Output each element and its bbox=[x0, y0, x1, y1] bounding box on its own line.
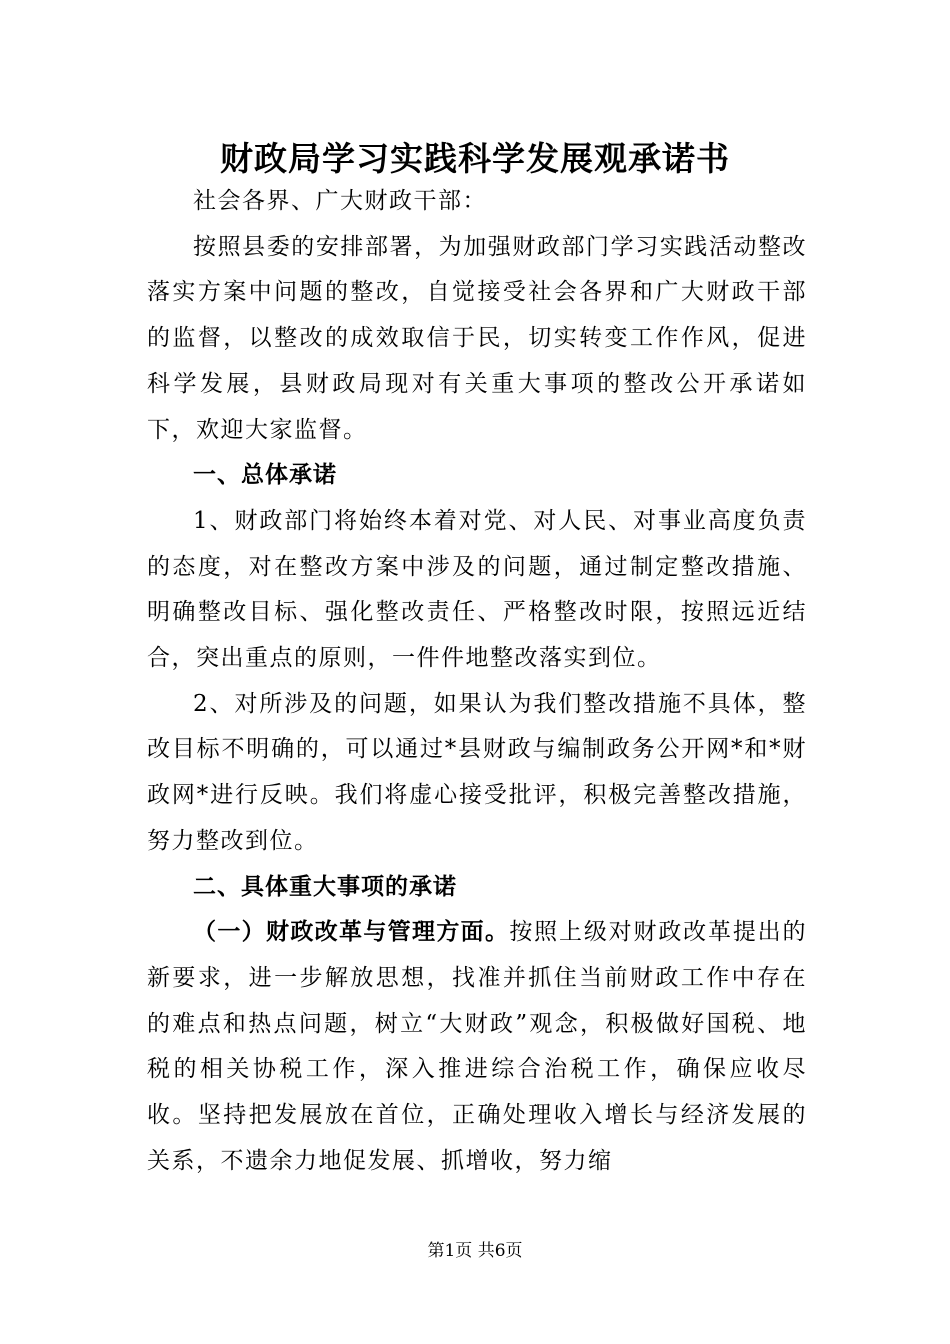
intro-paragraph: 按照县委的安排部署，为加强财政部门学习实践活动整改落实方案中问题的整改，自觉接受社会各界和广大财政干部的监督，以整改的成效取信于民，切实转变工作作风，促进科学发展，县财政局现对有关重大事项的整改公开承诺如下，欢迎大家监督。 bbox=[147, 233, 807, 443]
document-title: 财政局学习实践科学发展观承诺书 bbox=[220, 139, 730, 178]
page-footer: 第1页 共6页 bbox=[427, 1241, 523, 1261]
section2-item1-text: 按照上级对财政改革提出的新要求，进一步解放思想，找准并抓住当前财政工作中存在的难点和热点问题，树立“大财政”观念，积极做好国税、地税的相关协税工作，深入推进综合治税工作，确保应收尽收。坚持把发展放在首位，正确处理收入增长与经济发展的关系，不遗余力地促发展、抓增收，努力缩 bbox=[147, 919, 808, 1174]
section2-item1-lead: （一）财政改革与管理方面。 bbox=[193, 919, 510, 946]
section2-item1 bbox=[147, 910, 807, 1184]
section2-heading: 二、具体重大事项的承诺 bbox=[193, 873, 457, 900]
section1-item2: 2、对所涉及的问题，如果认为我们整改措施不具体，整改目标不明确的，可以通过*县财政与编制政务公开网*和*财政网*进行反映。我们将虚心接受批评，积极完善整改措施，努力整改到位。 bbox=[147, 690, 807, 854]
salutation: 社会各界、广大财政干部： bbox=[193, 188, 487, 214]
section1-heading: 一、总体承诺 bbox=[193, 462, 337, 489]
document-body bbox=[147, 179, 807, 1184]
section1-item1: 1、财政部门将始终本着对党、对人民、对事业高度负责的态度，对在整改方案中涉及的问题，通过制定整改措施、明确整改目标、强化整改责任、严格整改时限，按照远近结合，突出重点的原则，一件件地整改落实到位。 bbox=[147, 507, 807, 672]
